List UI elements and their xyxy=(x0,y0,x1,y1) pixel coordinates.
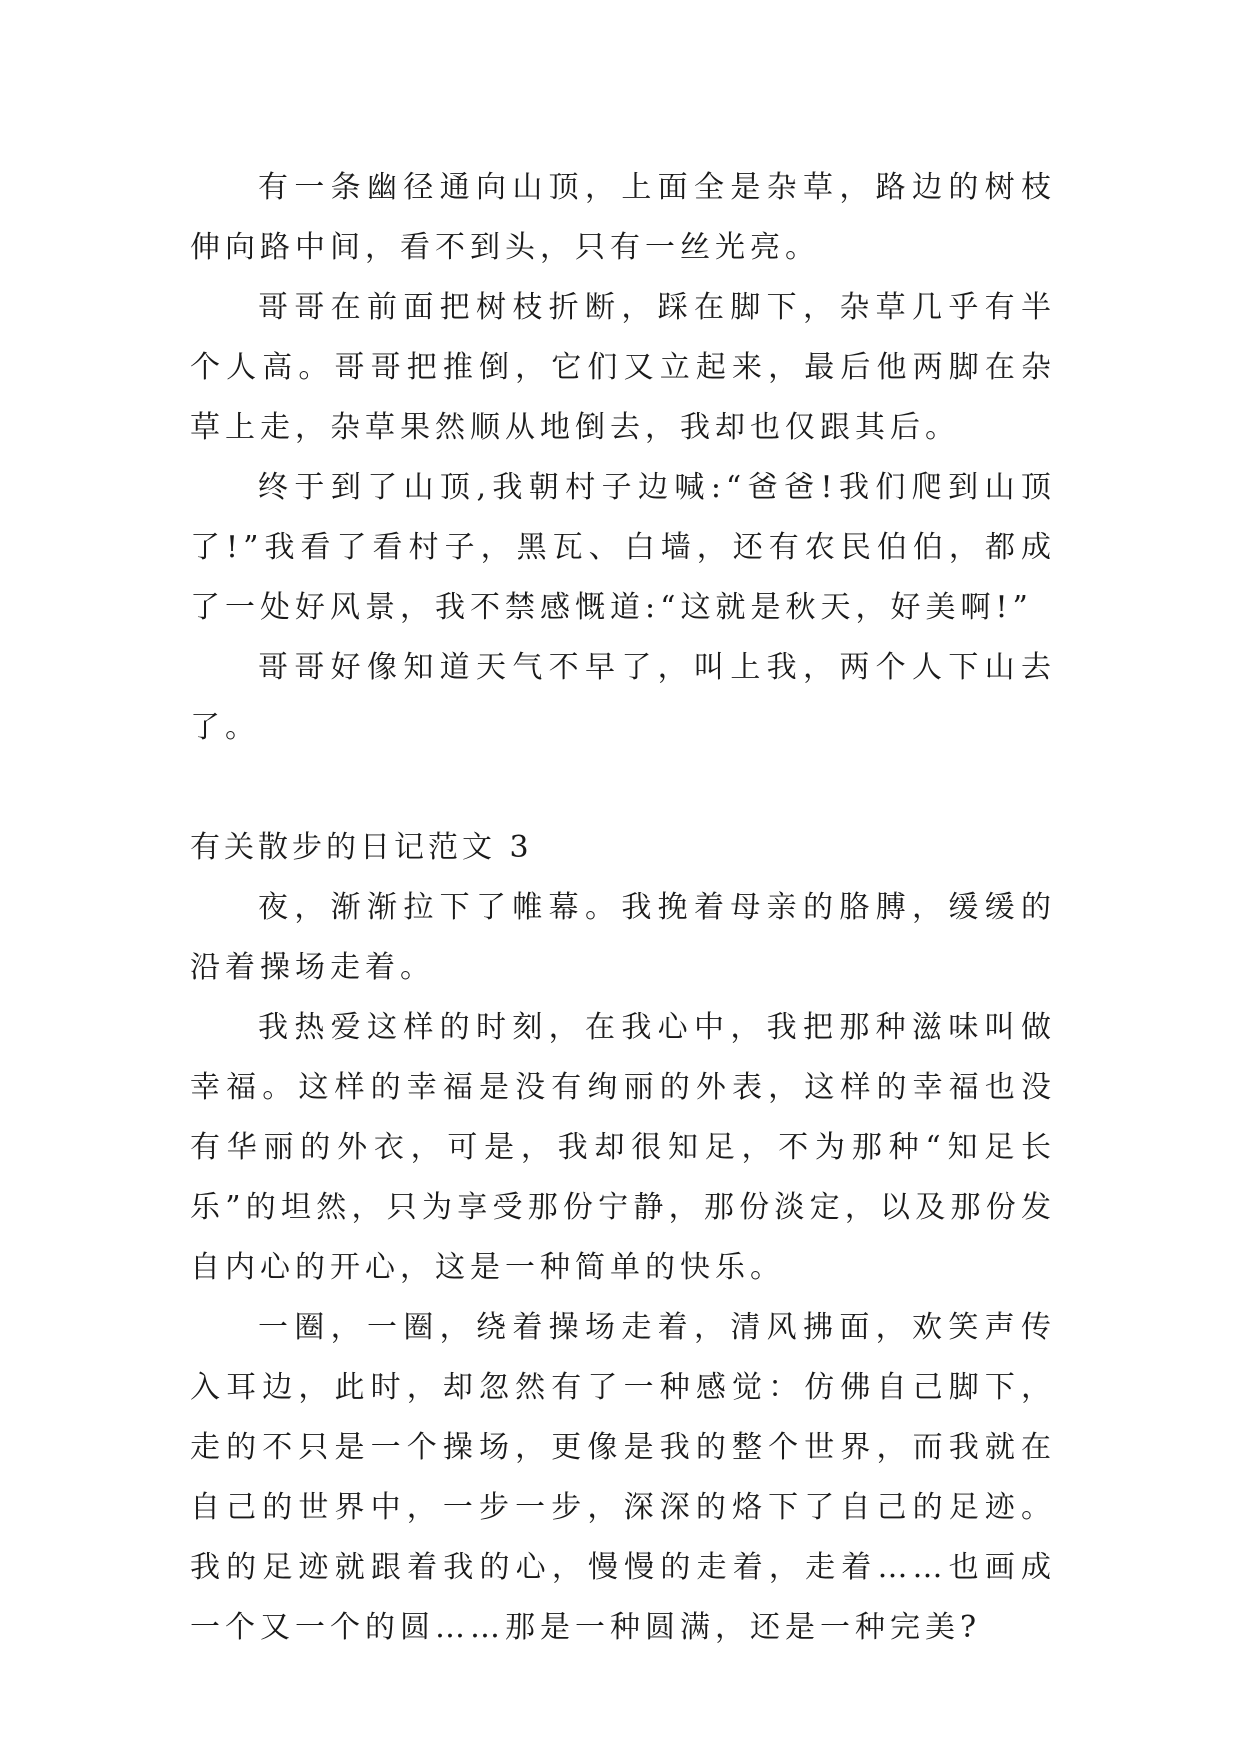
section-title: 有关散步的日记范文 3 xyxy=(190,830,533,865)
paragraph: 哥哥在前面把树枝折断，踩在脚下，杂草几乎有半个人高。哥哥把推倒，它们又立起来，最后他两脚在杂草上走，杂草果然顺从地倒去，我却也仅跟其后。 xyxy=(190,290,1056,445)
document-body xyxy=(190,158,1056,1658)
paragraph: 哥哥好像知道天气不早了，叫上我，两个人下山去了。 xyxy=(190,650,1056,745)
paragraph: 一圈，一圈，绕着操场走着，清风拂面，欢笑声传入耳边，此时，却忽然有了一种感觉：仿佛自己脚下，走的不只是一个操场，更像是我的整个世界，而我就在自己的世界中，一步一步，深深的烙下了自己的足迹。我的足迹就跟着我的心，慢慢的走着，走着……也画成一个又一个的圆……那是一种圆满，还是一种完美? xyxy=(190,1310,1056,1645)
paragraph: 有一条幽径通向山顶，上面全是杂草，路边的树枝伸向路中间，看不到头，只有一丝光亮。 xyxy=(190,170,1056,265)
section-spacer xyxy=(190,758,1056,818)
paragraph: 终于到了山顶,我朝村子边喊:“爸爸!我们爬到山顶了!”我看了看村子，黑瓦、白墙，还有农民伯伯，都成了一处好风景，我不禁感慨道:“这就是秋天，好美啊!” xyxy=(190,470,1056,625)
paragraph: 夜，渐渐拉下了帷幕。我挽着母亲的胳膊，缓缓的沿着操场走着。 xyxy=(190,890,1056,985)
paragraph: 我热爱这样的时刻，在我心中，我把那种滋味叫做幸福。这样的幸福是没有绚丽的外表，这样的幸福也没有华丽的外衣，可是，我却很知足，不为那种“知足长乐”的坦然，只为享受那份宁静，那份淡定，以及那份发自内心的开心，这是一种简单的快乐。 xyxy=(190,1010,1056,1285)
